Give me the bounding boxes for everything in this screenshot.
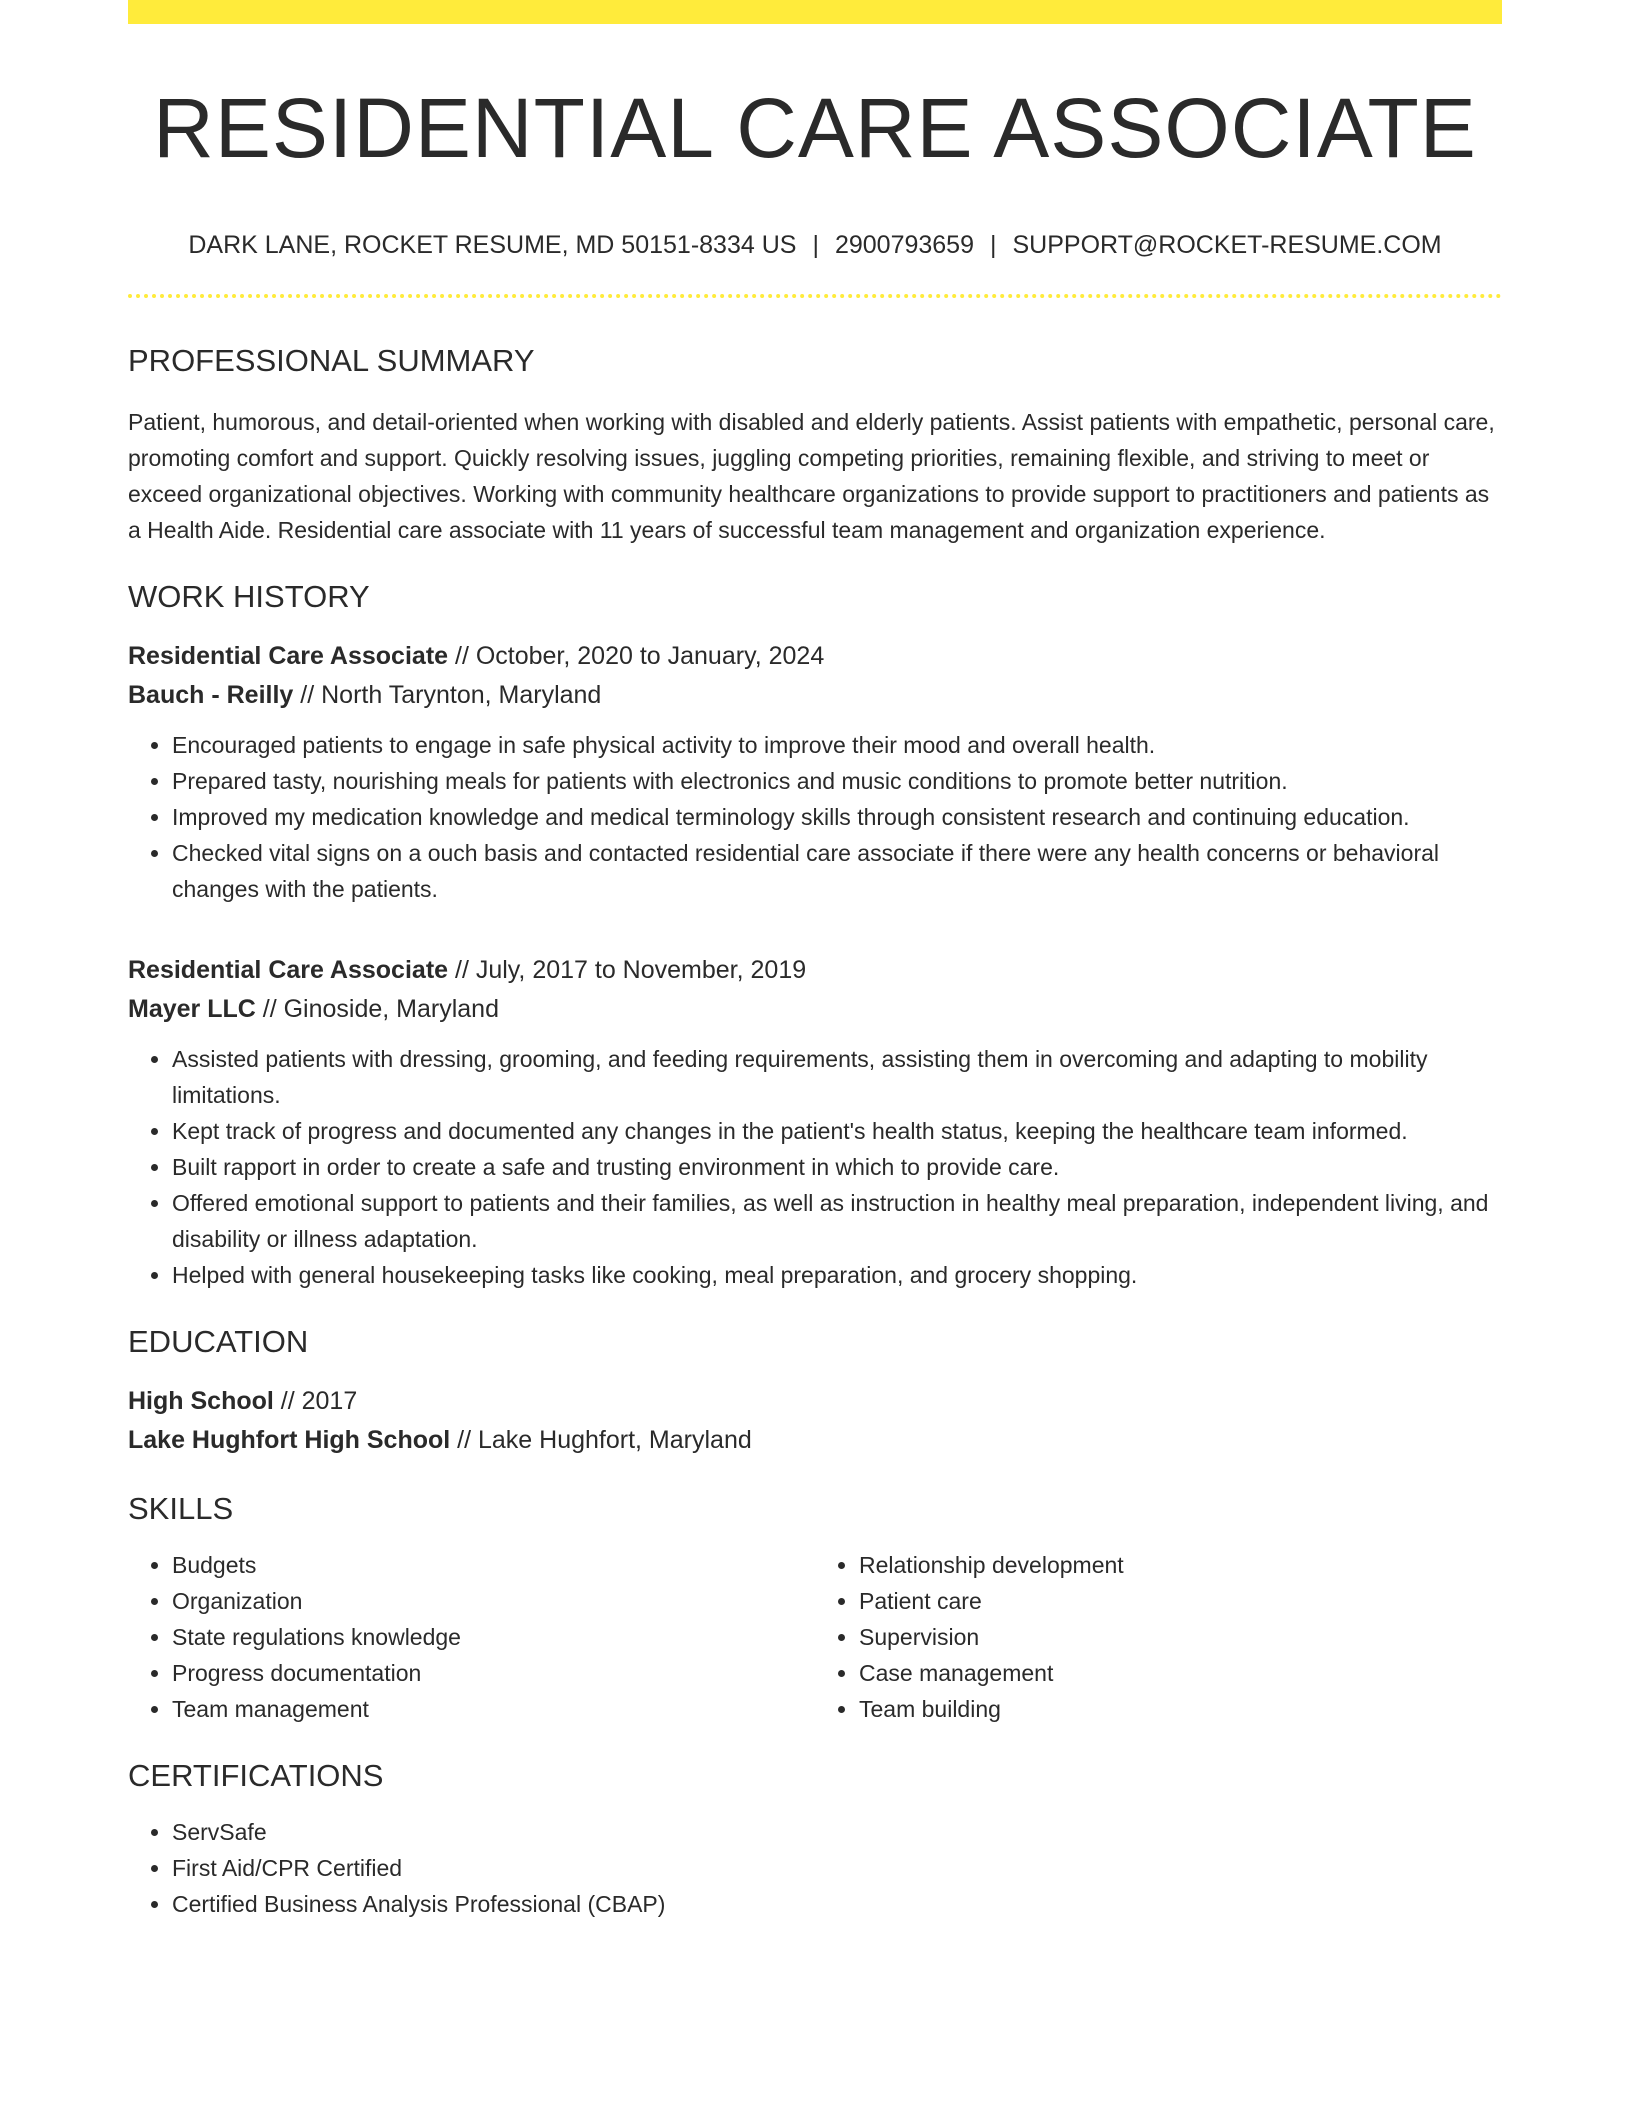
education-heading: EDUCATION [128, 1323, 309, 1359]
summary-text: Patient, humorous, and detail-oriented when working with disabled and elderly patients. Assist patients with empathetic, personal care, promoting comfort and support. Quickly resolving issues, juggling competing priorities, remaining flexible, and striving to meet or exceed organizational objectives. Working with community healthcare organizations to provide support to practitioners and patients as a Health Aide. Residential care associate with 11 years of successful team management and organization experience. [128, 408, 1495, 543]
list-item: • Certified Business Analysis Professional (CBAP) [172, 1886, 1502, 1922]
list-item: • Offered emotional support to patients and their families, as well as instruction in healthy meal preparation, independent living, and disability or illness adaptation. [172, 1185, 1502, 1257]
job-location: // North Tarynton, Maryland [293, 680, 602, 709]
job-location: // Ginoside, Maryland [255, 994, 499, 1023]
list-item: • Progress documentation [172, 1655, 815, 1691]
education-school: Lake Hughfort High School [128, 1425, 451, 1454]
list-item: • Prepared tasty, nourishing meals for patients with electronics and music conditions to promote better nutrition. [172, 763, 1502, 799]
job-role: Residential Care Associate [128, 955, 449, 984]
list-item: • Encouraged patients to engage in safe physical activity to improve their mood and overall health. [172, 727, 1502, 763]
contact-email: SUPPORT@ROCKET-RESUME.COM [1012, 231, 1442, 260]
resume-page [128, 0, 1502, 1922]
job-employer: Mayer LLC [128, 994, 256, 1023]
education-degree: High School [128, 1386, 274, 1415]
job-title-line [128, 951, 1502, 990]
list-item: • Assisted patients with dressing, grooming, and feeding requirements, assisting them in overcoming and adapting to mobility limitations. [172, 1041, 1502, 1113]
job-role: Residential Care Associate [128, 641, 449, 670]
candidate-name: RESIDENTIAL CARE ASSOCIATE [153, 81, 1477, 175]
job-employer: Bauch - Reilly [128, 680, 294, 709]
header-divider [128, 294, 1502, 298]
education-degree-line [128, 1382, 1502, 1421]
skills-list-left [128, 1547, 815, 1727]
list-item: • Checked vital signs on a ouch basis and contacted residential care associate if there were any health concerns or behavioral changes with the patients. [172, 835, 1502, 907]
contact-separator: | [990, 231, 997, 260]
list-item: • Helped with general housekeeping tasks like cooking, meal preparation, and grocery shopping. [172, 1257, 1502, 1293]
certifications-list [128, 1814, 1502, 1922]
list-item: • State regulations knowledge [172, 1619, 815, 1655]
list-item: • Team management [172, 1691, 815, 1727]
job-employer-line [128, 676, 1502, 715]
list-item: • Built rapport in order to create a safe and trusting environment in which to provide care. [172, 1149, 1502, 1185]
list-item: • First Aid/CPR Certified [172, 1850, 1502, 1886]
job-dates: // October, 2020 to January, 2024 [448, 641, 825, 670]
list-item: • Budgets [172, 1547, 815, 1583]
job-dates: // July, 2017 to November, 2019 [448, 955, 807, 984]
list-item: • Improved my medication knowledge and medical terminology skills through consistent research and continuing education. [172, 799, 1502, 835]
summary-heading: PROFESSIONAL SUMMARY [128, 343, 535, 379]
contact-separator: | [812, 231, 819, 260]
job-employer-line [128, 990, 1502, 1029]
skills-list-right [815, 1547, 1502, 1727]
skills-heading: SKILLS [128, 1490, 234, 1526]
contact-address: DARK LANE, ROCKET RESUME, MD 50151-8334 US [188, 231, 797, 260]
education-year: // 2017 [273, 1386, 358, 1415]
job-title-line [128, 637, 1502, 676]
work-history-heading: WORK HISTORY [128, 578, 370, 614]
list-item: • Patient care [859, 1583, 1502, 1619]
contact-phone: 2900793659 [834, 231, 974, 260]
list-item: • Organization [172, 1583, 815, 1619]
job-bullets [128, 727, 1502, 907]
education-location: // Lake Hughfort, Maryland [450, 1425, 752, 1454]
list-item: • Kept track of progress and documented any changes in the patient's health status, keeping the healthcare team informed. [172, 1113, 1502, 1149]
list-item: • Case management [859, 1655, 1502, 1691]
contact-line [128, 230, 1502, 260]
list-item: • Team building [859, 1691, 1502, 1727]
list-item: • Supervision [859, 1619, 1502, 1655]
list-item: • ServSafe [172, 1814, 1502, 1850]
list-item: • Relationship development [859, 1547, 1502, 1583]
accent-bar [128, 0, 1502, 24]
certifications-heading: CERTIFICATIONS [128, 1758, 384, 1794]
job-bullets [128, 1041, 1502, 1293]
education-school-line [128, 1421, 1502, 1460]
skills-columns [128, 1547, 1502, 1727]
